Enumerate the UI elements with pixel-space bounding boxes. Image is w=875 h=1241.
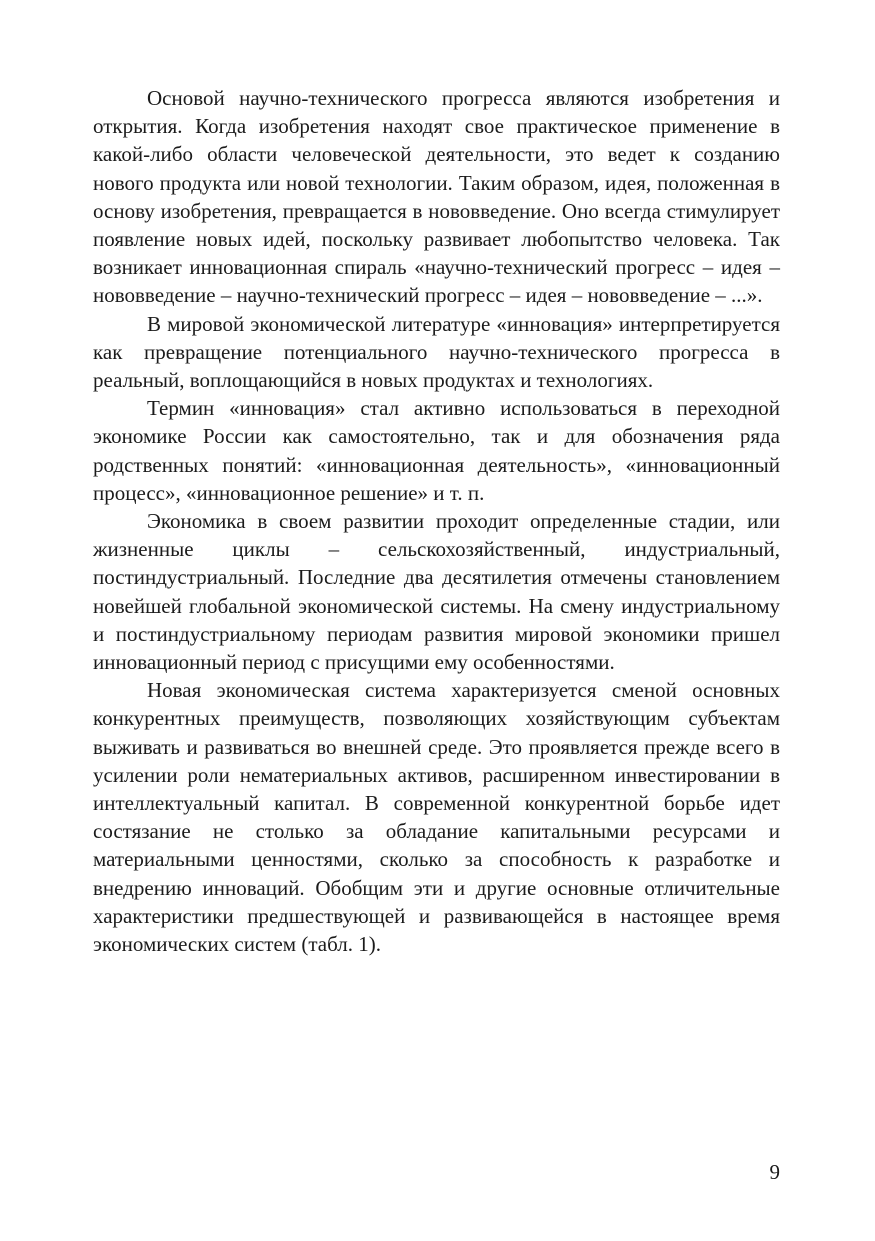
page-body xyxy=(93,84,780,958)
paragraph-economic-cycles: Экономика в своем развитии проходит определенные стадии, или жизненные циклы – сельскохозяйственный, индустриальный, постиндустриальный. Последние два десятилетия отмечены становлением новейшей глобальной экономической системы. На смену индустриальному и постиндустриальному периодам развития мировой экономики пришел инновационный период с присущими ему особенностями. xyxy=(93,509,780,675)
paragraph-innovation-spiral: Основой научно-технического прогресса являются изобретения и открытия. Когда изобретения находят свое практическое применение в какой-либо области человеческой деятельности, это ведет к созданию нового продукта или новой технологии. Таким образом, идея, положенная в основу изобретения, превращается в нововведение. Оно всегда стимулирует появление новых идей, поскольку развивает любопытство человека. Так возникает инновационная спираль «научно-технический прогресс – идея – нововведение – научно-технический прогресс – идея – нововведение – ...». xyxy=(93,86,780,308)
paragraph-innovation-definition: В мировой экономической литературе «инновация» интерпретируется как превращение потенциального научно-технического прогресса в реальный, воплощающийся в новых продуктах и технологиях. xyxy=(93,311,780,393)
paragraph-new-economic-system: Новая экономическая система характеризуется сменой основных конкурентных преимуществ, позволяющих хозяйствующим субъектам выживать и развиваться во внешней среде. Это проявляется прежде всего в усилении роли нематериальных активов, расширенном инвестировании в интеллектуальный капитал. В современной конкурентной борьбе идет состязание не столько за обладание капитальными ресурсами и материальными ценностями, сколько за способность к разработке и внедрению инноваций. Обобщим эти и другие основные отличительные характеристики предшествующей и развивающейся в настоящее время экономических систем (табл. 1). xyxy=(93,678,780,957)
paragraph-innovation-term: Термин «инновация» стал активно использоваться в переходной экономике России как самостоятельно, так и для обозначения ряда родственных понятий: «инновационная деятельность», «инновационный процесс», «инновационное решение» и т. п. xyxy=(93,396,780,505)
page-number: 9 xyxy=(769,1160,780,1184)
